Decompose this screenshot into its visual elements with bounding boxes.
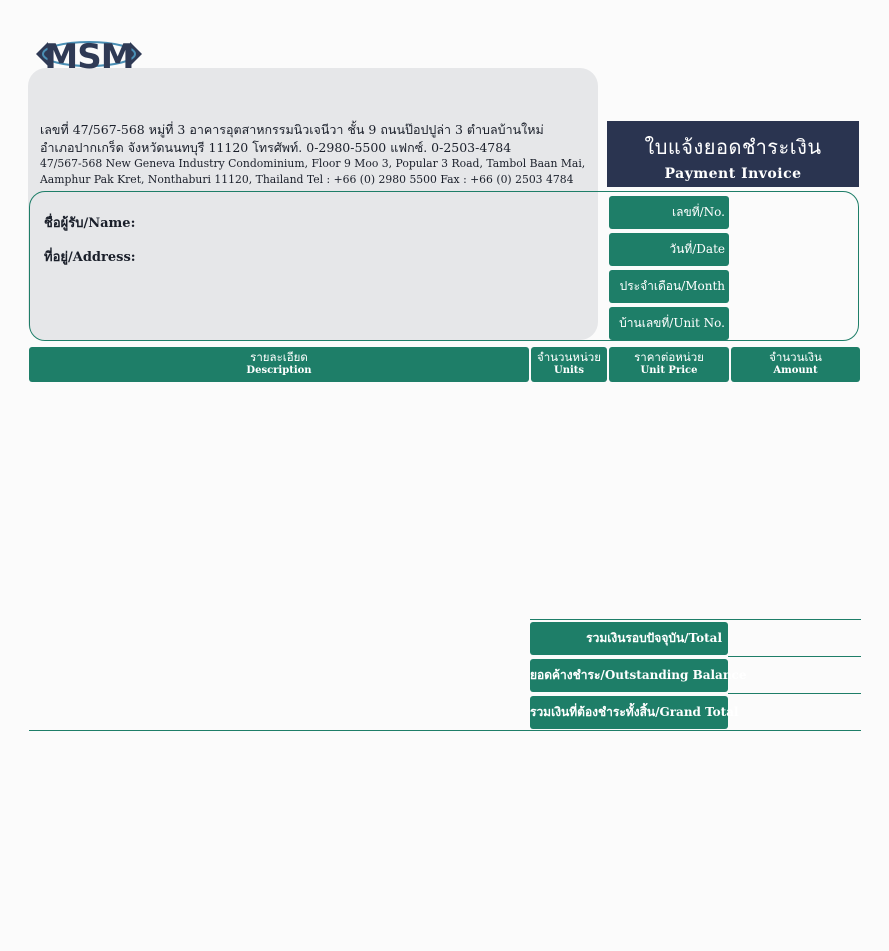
- units-header-th: จำนวนหน่วย: [536, 350, 601, 364]
- description-header-en: Description: [246, 365, 312, 376]
- outstanding-row-divider: [728, 693, 861, 694]
- totals-top-divider: [530, 619, 861, 620]
- amount-header-en: Amount: [773, 365, 818, 376]
- price-header-th: ราคาต่อหน่วย: [634, 350, 704, 364]
- total-row-divider: [728, 656, 861, 657]
- column-header-unit-price: [609, 347, 729, 382]
- invoice-title-box: [607, 121, 859, 187]
- description-header-th: รายละเอียด: [250, 350, 308, 364]
- invoice-title-th: ใบแจ้งยอดชำระเงิน: [644, 135, 822, 159]
- recipient-name-label: ชื่อผู้รับ/Name:: [44, 216, 136, 231]
- invoice-no-label: เลขที่/No.: [609, 196, 729, 229]
- invoice-month-label: ประจำเดือน/Month: [609, 270, 729, 303]
- units-header-en: Units: [553, 365, 585, 376]
- company-address-en-line2: Aamphur Pak Kret, Nonthaburi 11120, Thailand Tel : +66 (0) 2980 5500 Fax : +66 (0) 2503 4784: [40, 173, 574, 186]
- unit-no-label: บ้านเลขที่/Unit No.: [609, 307, 729, 340]
- msm-logo: [34, 30, 144, 76]
- company-address-th-line2: อำเภอปากเกร็ด จังหวัดนนทบุรี 11120 โทรศัพท์. 0-2980-5500 แฟกซ์. 0-2503-4784: [40, 140, 512, 155]
- column-header-units: [531, 347, 607, 382]
- amount-header-th: จำนวนเงิน: [769, 350, 822, 364]
- column-header-amount: [731, 347, 860, 382]
- bottom-divider: [29, 730, 861, 731]
- company-address-th-line1: เลขที่ 47/567-568 หมู่ที่ 3 อาคารอุตสาหกรรมนิวเจนีวา ชั้น 9 ถนนป๊อปปูล่า 3 ตำบลบ้านใหม่: [40, 122, 544, 137]
- logo-text: MSM: [44, 37, 134, 76]
- column-header-description: [29, 347, 529, 382]
- invoice-title-en: Payment Invoice: [664, 166, 802, 182]
- company-address-en-line1: 47/567-568 New Geneva Industry Condominium, Floor 9 Moo 3, Popular 3 Road, Tambol Baan Mai,: [40, 157, 586, 170]
- invoice-date-label: วันที่/Date: [609, 233, 729, 266]
- outstanding-balance-label: ยอดค้างชำระ/Outstanding Balance: [530, 659, 728, 692]
- price-header-en: Unit Price: [640, 365, 698, 376]
- total-label: รวมเงินรอบปัจจุบัน/Total: [530, 622, 728, 655]
- recipient-box: [29, 191, 859, 341]
- grand-total-label: รวมเงินที่ต้องชำระทั้งสิ้น/Grand Total: [530, 696, 728, 729]
- recipient-address-label: ที่อยู่/Address:: [44, 250, 136, 265]
